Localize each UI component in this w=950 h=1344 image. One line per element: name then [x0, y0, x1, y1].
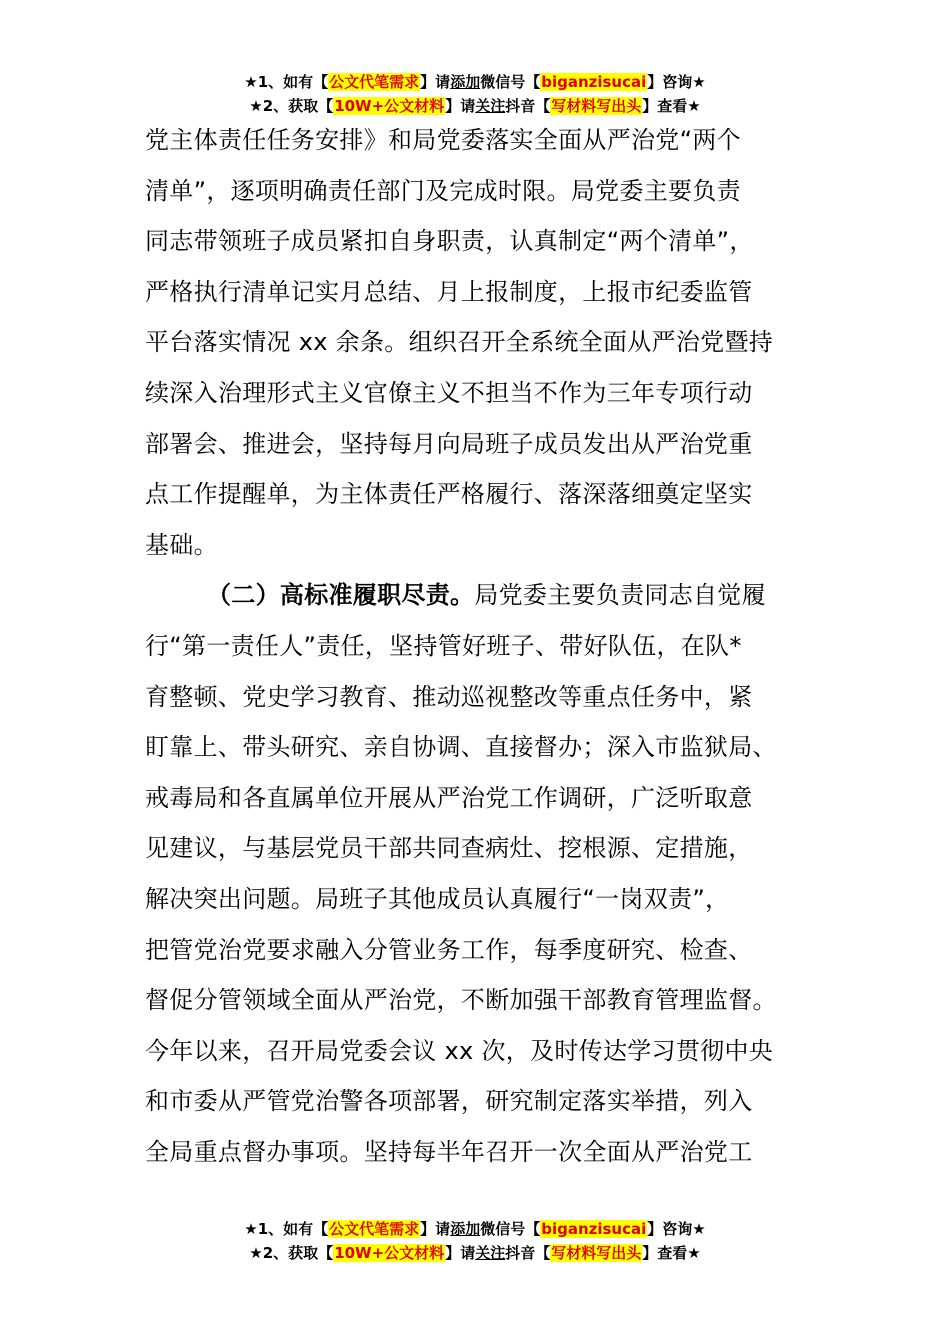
body-line: 严格执行清单记实月总结、月上报制度，上报市纪委监管	[145, 277, 753, 306]
body-line: 解决突出问题。局班子其他成员认真履行“一岗双责”，	[145, 884, 730, 913]
body-line: 全局重点督办事项。坚持每半年召开一次全面从严治党工	[145, 1137, 753, 1166]
body-line: 戒毒局和各直属单位开展从严治党工作调研，广泛听取意	[145, 783, 753, 812]
body-line: 基础。	[145, 530, 218, 559]
highlight-wechat-id: biganzisucai	[541, 1220, 647, 1238]
body-line: 行“第一责任人”责任，坚持管好班子、带好队伍，在队*	[145, 631, 742, 660]
body-line: 今年以来，召开局党委会议 xx 次，及时传达学习贯彻中央	[145, 1036, 774, 1065]
body-line: 见建议，与基层党员干部共同查病灶、挖根源、定措施，	[145, 834, 753, 863]
body-line: 续深入治理形式主义官僚主义不担当不作为三年专项行动	[145, 378, 753, 407]
body-line: 平台落实情况 xx 余条。组织召开全系统全面从严治党暨持	[145, 328, 774, 357]
body-line: 把管党治党要求融入分管业务工作，每季度研究、检查、	[145, 935, 753, 964]
body-line: 盯靠上、带头研究、亲自协调、直接督办；深入市监狱局、	[145, 733, 777, 762]
highlight-service: 公文代笔需求	[329, 73, 420, 91]
banner-line-1: ★1、如有【公文代笔需求】请添加微信号【biganzisucai】咨询★	[244, 73, 706, 91]
body-line: 督促分管领域全面从严治党，不断加强干部教育管理监督。	[145, 986, 777, 1015]
section-first-line: （二）高标准履职尽责。局党委主要负责同志自觉履	[207, 581, 766, 610]
body-line: 部署会、推进会，坚持每月向局班子成员发出从严治党重	[145, 429, 753, 458]
body-line: 清单”，逐项明确责任部门及完成时限。局党委主要负责	[145, 176, 741, 205]
highlight-wechat-id: biganzisucai	[541, 73, 647, 91]
highlight-douyin: 写材料写出头	[551, 97, 642, 115]
header-banner	[0, 70, 950, 118]
banner-line-2: ★2、获取【10W+公文材料】请关注抖音【写材料写出头】查看★	[249, 1244, 701, 1262]
footer-banner	[0, 1217, 950, 1265]
body-line: 和市委从严管党治警各项部署，研究制定落实举措，列入	[145, 1087, 753, 1116]
highlight-materials: 10W+公文材料	[334, 1244, 445, 1262]
document-body	[145, 115, 805, 1177]
body-line: 点工作提醒单，为主体责任严格履行、落深落细奠定坚实	[145, 480, 753, 509]
highlight-douyin: 写材料写出头	[551, 1244, 642, 1262]
body-line: 同志带领班子成员紧扣自身职责，认真制定“两个清单”，	[145, 227, 754, 256]
highlight-materials: 10W+公文材料	[334, 97, 445, 115]
body-line: 育整顿、党史学习教育、推动巡视整改等重点任务中，紧	[145, 682, 753, 711]
highlight-service: 公文代笔需求	[329, 1220, 420, 1238]
body-line: 党主体责任任务安排》和局党委落实全面从严治党“两个	[145, 126, 741, 154]
banner-line-2: ★2、获取【10W+公文材料】请关注抖音【写材料写出头】查看★	[249, 97, 701, 115]
banner-line-1: ★1、如有【公文代笔需求】请添加微信号【biganzisucai】咨询★	[244, 1220, 706, 1238]
section-heading: （二）高标准履职尽责。	[207, 581, 475, 610]
